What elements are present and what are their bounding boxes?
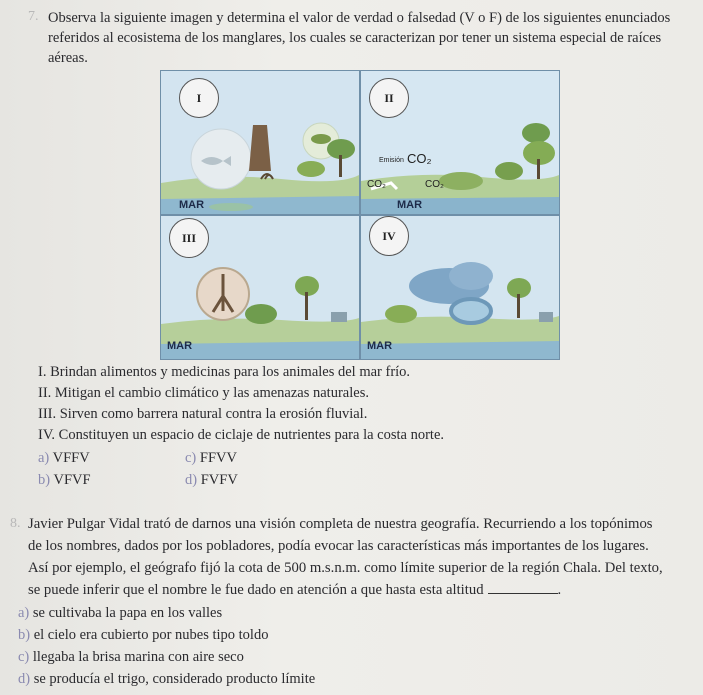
sea-label: MAR [367,340,393,352]
question-8-stem-line-4 [28,580,561,600]
panel-2 [361,71,559,214]
question-8-stem-line-1: Javier Pulgar Vidal trató de darnos una visión completa de nuestra geografía. Recurriendo a los topónimos [28,516,653,532]
option-text: llegaba la brisa marina con aire seco [32,649,244,665]
q7-option-d[interactable] [185,470,238,490]
roman-numeral-circle: I [179,78,219,118]
option-letter: b) [38,472,51,488]
question-7-stem-line-3: aéreas. [48,50,88,66]
panel-1 [161,71,359,214]
question-7-number: 7. [28,9,39,24]
option-text: se cultivaba la papa en los valles [32,605,223,621]
q8-option-a[interactable] [18,603,222,623]
q7-option-a[interactable] [38,448,90,468]
option-text: FVFV [200,472,238,488]
co2-left-label: CO₂ [367,179,386,190]
statement-3: III. Sirven como barrera natural contra la erosión fluvial. [38,406,368,422]
question-7-stem-line-1: Observa la siguiente imagen y determina el valor de verdad o falsedad (V o F) de los siguientes enunciados [48,10,671,26]
q7-option-c[interactable] [185,448,237,468]
roman-numeral-circle: III [169,218,209,258]
option-text: VFFV [52,450,90,466]
end-punct: . [557,582,562,598]
q8-option-b[interactable] [18,625,268,645]
roman-numeral-circle: IV [369,216,409,256]
stem-text: se puede inferir que el nombre le fue dado en atención a que hasta esta altitud [28,582,484,598]
co2-right-label: CO₂ [425,179,444,190]
option-letter: a) [18,605,30,621]
option-letter: a) [38,450,50,466]
option-text: FFVV [199,450,237,466]
statement-1: I. Brindan alimentos y medicinas para los animales del mar frío. [38,364,411,380]
sea-label: MAR [397,199,423,211]
statement-2: II. Mitigan el cambio climático y las amenazas naturales. [38,385,369,401]
mangrove-figure [160,70,560,360]
question-8-number: 8. [10,516,21,531]
option-text: se producía el trigo, considerado producto límite [33,671,316,687]
sea-label: MAR [179,199,205,211]
panel-4 [361,216,559,359]
sea-label: MAR [167,340,193,352]
question-8-stem-line-2: de los nombres, dados por los pobladores, podía evocar las características más importantes de los lugares. [28,538,649,554]
q8-option-d[interactable] [18,669,315,689]
option-text: el cielo era cubierto por nubes tipo toldo [33,627,269,643]
option-letter: d) [18,671,31,687]
roman-numeral-circle: II [369,78,409,118]
option-letter: b) [18,627,31,643]
question-8-stem-line-3: Así por ejemplo, el geógrafo fijó la cota de 500 m.s.n.m. como límite superior de la región Chala. Del texto, [28,560,663,576]
figure-divider-horizontal [161,214,559,216]
co2-main-label: CO₂ [407,151,432,166]
statement-4: IV. Constituyen un espacio de ciclaje de nutrientes para la costa norte. [38,427,444,443]
option-letter: c) [18,649,30,665]
answer-blank [488,593,558,594]
question-7-stem-line-2: referidos al ecosistema de los manglares, los cuales se caracterizan por tener un sistema especial de raíces [48,30,662,46]
q8-option-c[interactable] [18,647,244,667]
emission-label: Emisión [379,157,404,164]
option-letter: d) [185,472,198,488]
q7-option-b[interactable] [38,470,91,490]
panel-3 [161,216,359,359]
option-text: VFVF [53,472,91,488]
option-letter: c) [185,450,197,466]
